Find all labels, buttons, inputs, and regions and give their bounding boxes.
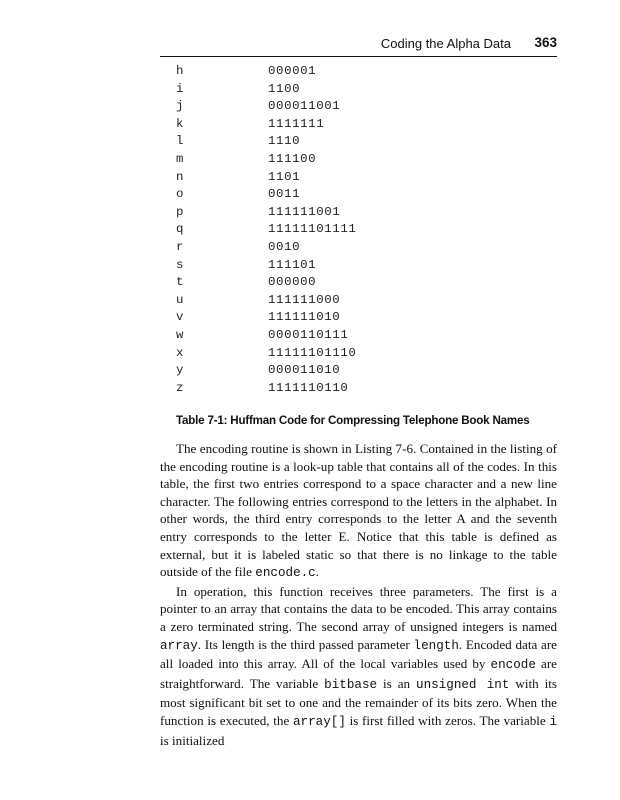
chapter-title: Coding the Alpha Data <box>380 36 511 51</box>
row-code: 1110 <box>268 134 301 149</box>
code-run: length <box>413 638 459 653</box>
text-run: with its most significant bit set to one and the remainder of its bits zero. When the function is executed, the <box>160 675 557 728</box>
body-text <box>160 440 557 749</box>
text-run: The encoding routine is shown in Listing 7-6. Contained in the listing of the encoding routine is a look-up table that contains all of the codes. In this table, the first two entries correspond to a space character and a new line character. The following entries correspond to the letters in the alphabet. In other words, the third entry corresponds to the letter A and the seventh entry corresponds to the letter E. Notice that this table is defined as external, but it is labeled static so that there is no linkage to the table outside of the file <box>160 441 557 580</box>
row-code: 000001 <box>268 64 317 78</box>
row-code: 1111111 <box>268 116 325 131</box>
row-letter: m <box>176 151 184 166</box>
row-letter: s <box>176 257 184 272</box>
row-code: 111111010 <box>268 310 341 325</box>
row-letter: l <box>176 134 184 149</box>
row-code: 111111000 <box>268 292 341 307</box>
row-letter: n <box>176 169 184 184</box>
row-letter: r <box>176 239 184 254</box>
table-caption: Table 7-1: Huffman Code for Compressing Telephone Book Names <box>176 414 530 427</box>
text-run: is initialized <box>160 732 225 748</box>
code-run: encode.c <box>255 566 316 581</box>
row-letter: k <box>176 116 184 131</box>
row-letter: w <box>176 327 184 342</box>
row-code: 11111101110 <box>268 345 357 360</box>
text-run: . Encoded data are all loaded into this array. All of the local variables used by <box>160 636 557 672</box>
row-letter: o <box>176 187 184 202</box>
row-letter: i <box>176 81 184 96</box>
page-number: 363 <box>534 35 557 50</box>
row-letter: x <box>176 345 184 360</box>
row-code: 1100 <box>268 81 301 96</box>
row-letter: q <box>176 222 184 237</box>
header-rule <box>160 56 557 57</box>
row-code: 000011010 <box>268 363 341 378</box>
row-code: 0011 <box>268 187 301 202</box>
row-letter: j <box>176 99 184 114</box>
paragraph-1 <box>160 440 557 583</box>
row-code: 111101 <box>268 257 317 272</box>
row-code: 111111001 <box>268 204 341 219</box>
code-run: array <box>160 638 198 653</box>
code-run: encode <box>490 658 536 673</box>
text-run: is first filled with zeros. The variable <box>345 712 550 728</box>
row-letter: u <box>176 292 184 307</box>
row-code: 11111101111 <box>268 222 357 237</box>
code-run: i <box>549 714 557 729</box>
text-run: is an <box>377 675 417 691</box>
row-code: 111100 <box>268 151 317 166</box>
row-letter: p <box>176 204 184 219</box>
code-run: unsigned int <box>416 677 510 692</box>
row-code: 1111110110 <box>268 380 349 395</box>
row-letter: h <box>176 64 184 78</box>
text-run: . Its length is the third passed parameter <box>197 636 414 652</box>
row-code: 000011001 <box>268 99 341 114</box>
row-code: 000000 <box>268 275 317 290</box>
text-run: In operation, this function receives three parameters. The first is a pointer to an array that contains the data to be encoded. This array contains a zero terminated string. The second array of unsigned integers is named <box>160 583 557 634</box>
row-code: 1101 <box>268 169 301 184</box>
row-letter: y <box>176 363 184 378</box>
text-run: . <box>315 564 320 580</box>
row-letter: z <box>176 380 184 395</box>
row-code: 0010 <box>268 239 301 254</box>
code-run: bitbase <box>324 677 378 692</box>
text-run: are straightforward. The variable <box>160 656 557 691</box>
paragraph-2 <box>160 583 557 749</box>
running-header <box>160 34 557 54</box>
row-letter: v <box>176 310 184 325</box>
row-letter: t <box>176 275 184 290</box>
code-run: array[] <box>292 714 346 729</box>
row-code: 0000110111 <box>268 327 349 342</box>
